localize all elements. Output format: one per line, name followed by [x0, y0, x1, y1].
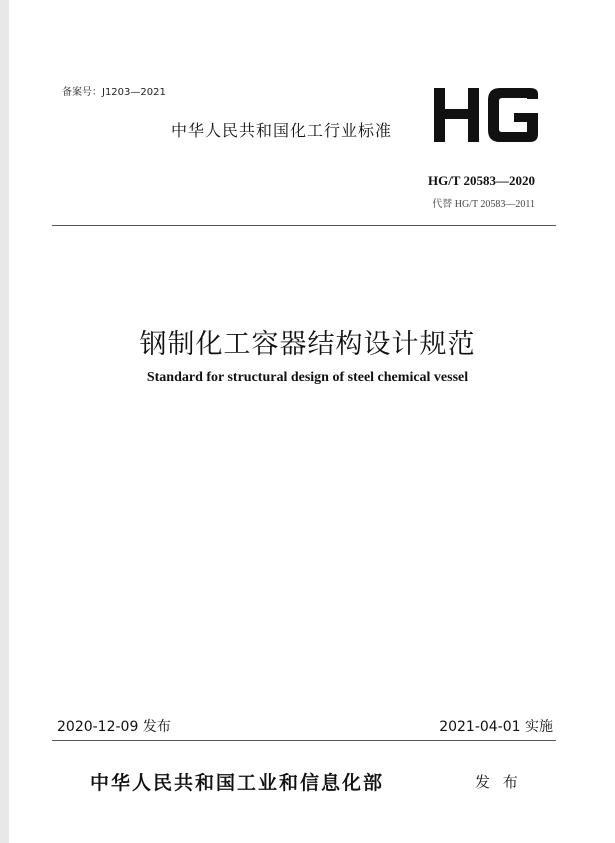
document-title-chinese: 钢制化工容器结构设计规范	[139, 329, 476, 360]
replaces-standard: 代替 HG/T 20583—2011	[432, 199, 535, 210]
implement-date: 2021-04-01 实施	[439, 719, 553, 735]
industry-standard-label: 中华人民共和国化工行业标准	[171, 121, 393, 140]
page-edge	[0, 0, 9, 843]
record-number: 备案号：J1203—2021	[62, 87, 166, 98]
document-title-english: Standard for structural design of steel chemical vessel	[146, 370, 469, 385]
header-divider	[52, 225, 556, 226]
publisher: 中华人民共和国工业和信息化部	[90, 772, 385, 794]
hg-logo	[430, 86, 542, 144]
publish-label: 发 布	[475, 773, 522, 791]
footer-divider	[52, 740, 556, 741]
standard-number: HG/T 20583—2020	[427, 173, 535, 188]
issue-date: 2020-12-09 发布	[57, 719, 171, 735]
